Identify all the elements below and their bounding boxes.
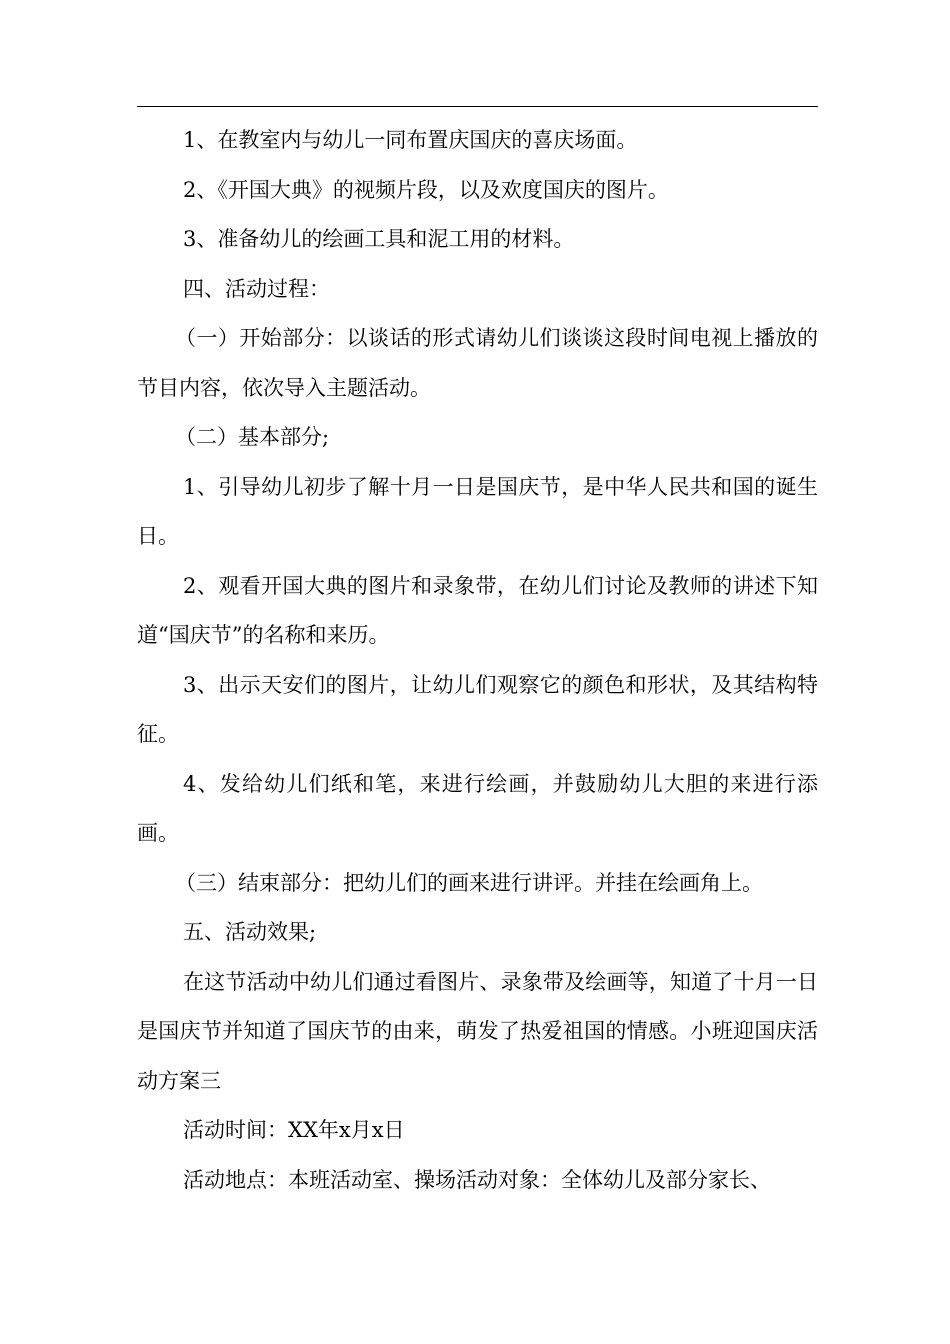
paragraph-basic-item-4: 4、发给幼儿们纸和笔，来进行绘画，并鼓励幼儿大胆的来进行添画。 (137, 771, 818, 845)
document-body (137, 116, 818, 1205)
paragraph-activity-location: 活动地点：本班活动室、操场活动对象：全体幼儿及部分家长、 (183, 1167, 771, 1192)
paragraph-basic-item-1: 1、引导幼儿初步了解十月一日是国庆节，是中华人民共和国的诞生日。 (137, 474, 818, 548)
header-rule (137, 106, 818, 107)
subheading-basic-part: （二）基本部分; (175, 425, 330, 449)
section-heading-process: 四、活动过程： (183, 276, 330, 301)
paragraph-prep-item-1: 1、在教室内与幼儿一同布置庆国庆的喜庆场面。 (183, 128, 638, 152)
paragraph-basic-item-3: 3、出示天安们的图片，让幼儿们观察它的颜色和形状，及其结构特征。 (137, 672, 818, 746)
paragraph-prep-item-3: 3、准备幼儿的绘画工具和泥工用的材料。 (183, 227, 575, 251)
paragraph-opening-part: （一）开始部分：以谈话的形式请幼儿们谈谈这段时间电视上播放的节目内容，依次导入主题活动。 (137, 326, 818, 400)
paragraph-closing-part: （三）结束部分：把幼儿们的画来进行讲评。并挂在绘画角上。 (175, 870, 763, 895)
paragraph-basic-item-2: 2、观看开国大典的图片和录象带，在幼儿们讨论及教师的讲述下知道“国庆节”的名称和来历。 (137, 573, 818, 647)
paragraph-activity-time: 活动时间：XX年x月x日 (183, 1118, 405, 1142)
paragraph-effect-summary: 在这节活动中幼儿们通过看图片、录象带及绘画等，知道了十月一日是国庆节并知道了国庆节的由来，萌发了热爱祖国的情感。小班迎国庆活动方案三 (137, 969, 818, 1093)
section-heading-effect: 五、活动效果; (183, 920, 317, 944)
paragraph-prep-item-2: 2、《开国大典》的视频片段，以及欢度国庆的图片。 (183, 177, 669, 202)
